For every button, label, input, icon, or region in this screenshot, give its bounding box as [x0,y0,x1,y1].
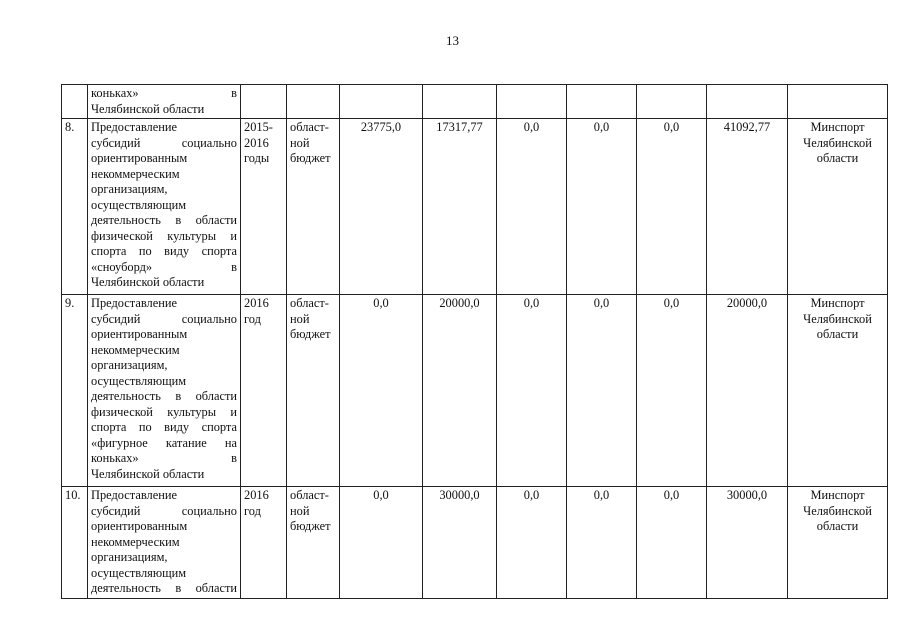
measure-description [88,295,241,487]
row-number [62,85,88,119]
description-line: осуществляющим [91,373,187,388]
description-line: Челябинской области [91,275,205,289]
description-line: деятельность в области [91,581,237,595]
description-line: спорта по виду спорта [91,244,237,258]
funding-source [287,85,340,119]
description-line: Челябинской области [91,101,205,116]
amount-col-3: 0,0 [497,295,567,487]
amount-total [707,85,788,119]
implementation-period: 2016 год [241,487,287,599]
amount-col-1 [340,85,423,119]
amount-col-5: 0,0 [637,295,707,487]
measure-description [88,487,241,599]
description-line: некоммерческим [91,342,180,357]
row-number: 10. [62,487,88,599]
amount-col-2: 17317,77 [423,119,497,295]
description-line: субсидий социально [91,311,237,326]
description-line: некоммерческим [91,166,180,181]
executor: Минспорт Челябинской области [788,119,888,295]
description-line: ориентированным [91,519,188,533]
table-row [62,487,888,599]
amount-col-5 [637,85,707,119]
measure-description [88,85,241,119]
description-line: ориентированным [91,327,188,341]
description-line: субсидий социально [91,503,237,518]
description-line: «сноуборд» в [91,259,237,274]
amount-col-1: 0,0 [340,487,423,599]
implementation-period: 2016 год [241,295,287,487]
description-line: деятельность в области [91,389,237,403]
description-line: коньках» в [91,451,237,465]
description-line: коньках» в [91,86,237,100]
description-line: осуществляющим [91,197,187,212]
description-line: Челябинской области [91,466,205,481]
amount-col-4: 0,0 [567,487,637,599]
description-line: Предоставление [91,296,177,310]
table-row [62,295,888,487]
amount-col-5: 0,0 [637,119,707,295]
description-line: некоммерческим [91,534,180,549]
measure-description [88,119,241,295]
description-line: Предоставление [91,120,177,134]
funding-source: област- ной бюджет [287,119,340,295]
amount-total: 20000,0 [707,295,788,487]
description-line: субсидий социально [91,135,237,150]
description-line: организациям, [91,358,168,372]
funding-source: област- ной бюджет [287,487,340,599]
funding-source: област- ной бюджет [287,295,340,487]
description-line: физической культуры и [91,404,237,419]
amount-col-2 [423,85,497,119]
page-number: 13 [446,33,459,48]
description-line: «фигурное катание на [91,435,237,450]
executor: Минспорт Челябинской области [788,487,888,599]
executor [788,85,888,119]
subsidy-table [61,84,888,599]
amount-col-3 [497,85,567,119]
description-line: организациям, [91,182,168,196]
description-line: спорта по виду спорта [91,420,237,434]
executor: Минспорт Челябинской области [788,295,888,487]
implementation-period: 2015- 2016 годы [241,119,287,295]
description-line: организациям, [91,550,168,564]
row-number: 9. [62,295,88,487]
row-number: 8. [62,119,88,295]
amount-col-1: 0,0 [340,295,423,487]
amount-col-4: 0,0 [567,295,637,487]
amount-total: 41092,77 [707,119,788,295]
description-line: физической культуры и [91,228,237,243]
description-line: ориентированным [91,151,188,165]
table-body [62,85,888,599]
amount-col-3: 0,0 [497,119,567,295]
description-line: деятельность в области [91,213,237,227]
amount-col-4: 0,0 [567,119,637,295]
amount-col-5: 0,0 [637,487,707,599]
implementation-period [241,85,287,119]
amount-col-2: 20000,0 [423,295,497,487]
amount-col-4 [567,85,637,119]
amount-col-1: 23775,0 [340,119,423,295]
table-row [62,85,888,119]
description-line: Предоставление [91,488,177,502]
amount-total: 30000,0 [707,487,788,599]
description-line: осуществляющим [91,565,187,580]
amount-col-2: 30000,0 [423,487,497,599]
table-row [62,119,888,295]
amount-col-3: 0,0 [497,487,567,599]
